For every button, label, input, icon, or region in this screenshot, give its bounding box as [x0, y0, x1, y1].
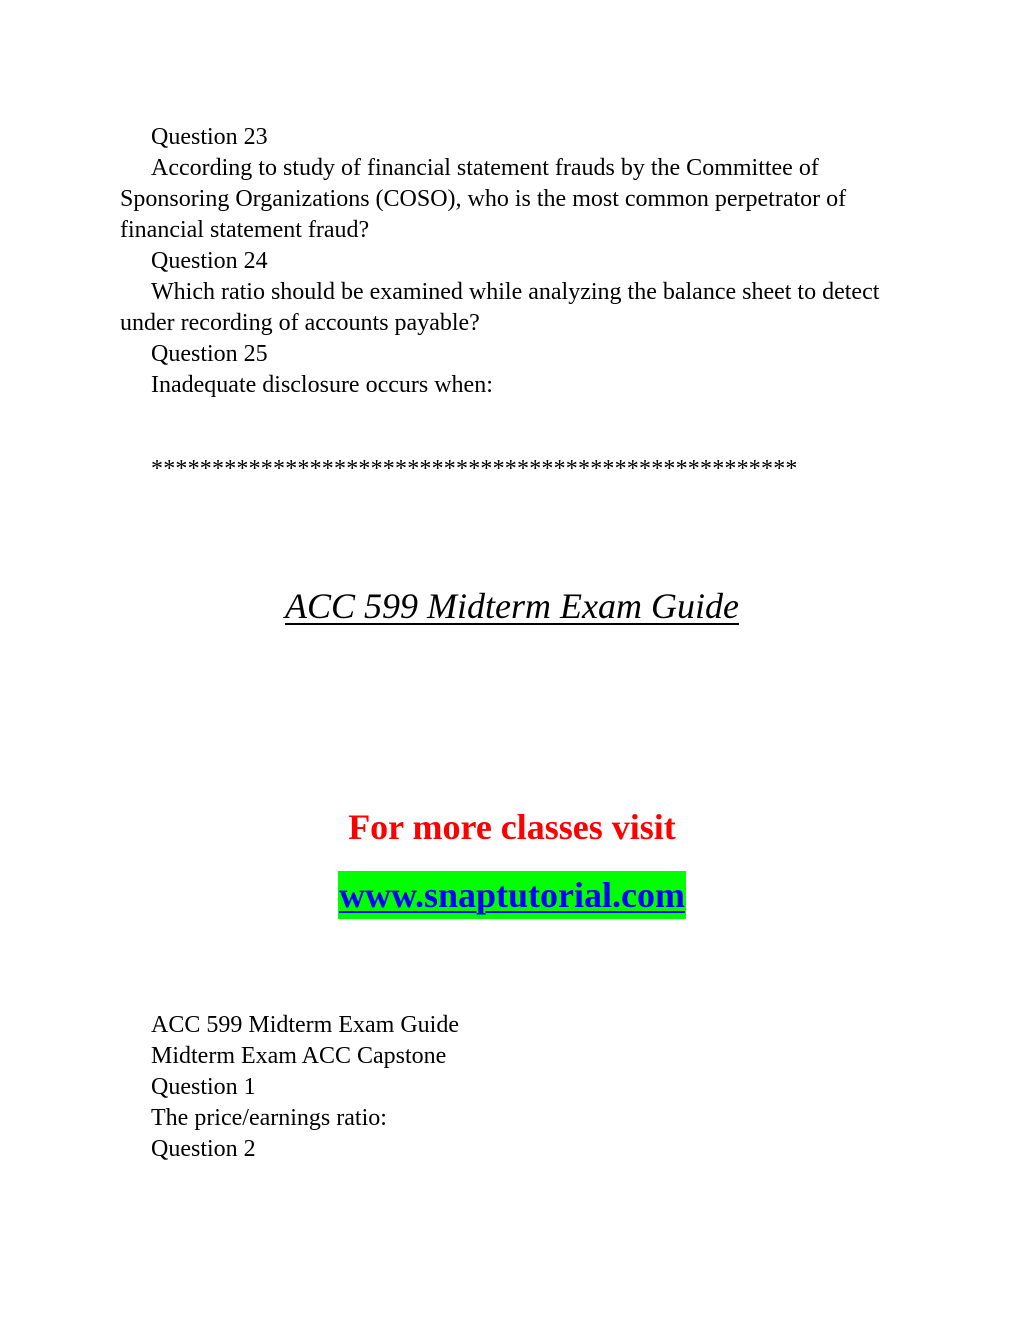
question-25-label: Question 25 [151, 341, 268, 367]
promo-heading: For more classes visit [348, 807, 676, 847]
guide-title: ACC 599 Midterm Exam Guide [285, 586, 739, 626]
snaptutorial-link[interactable]: www.snaptutorial.com [338, 871, 686, 919]
question-24-text: Which ratio should be examined while analyzing the balance sheet to detect under recording of accounts payable? [120, 279, 880, 336]
question-1-text: The price/earnings ratio: [151, 1105, 387, 1131]
exam-subtitle-line: Midterm Exam ACC Capstone [151, 1043, 447, 1069]
guide-title-line: ACC 599 Midterm Exam Guide [151, 1012, 459, 1038]
question-23-text: According to study of financial statement frauds by the Committee of Sponsoring Organizations (COSO), who is the most common perpetrator of financial statement fraud? [120, 155, 847, 243]
question-2-label: Question 2 [151, 1136, 256, 1162]
question-24-label: Question 24 [151, 248, 268, 274]
question-23-label: Question 23 [151, 124, 268, 150]
question-25-text: Inadequate disclosure occurs when: [151, 372, 493, 398]
separator-line: ***************************************************** [151, 456, 798, 482]
question-1-label: Question 1 [151, 1074, 256, 1100]
promo-link-container [0, 871, 1024, 919]
